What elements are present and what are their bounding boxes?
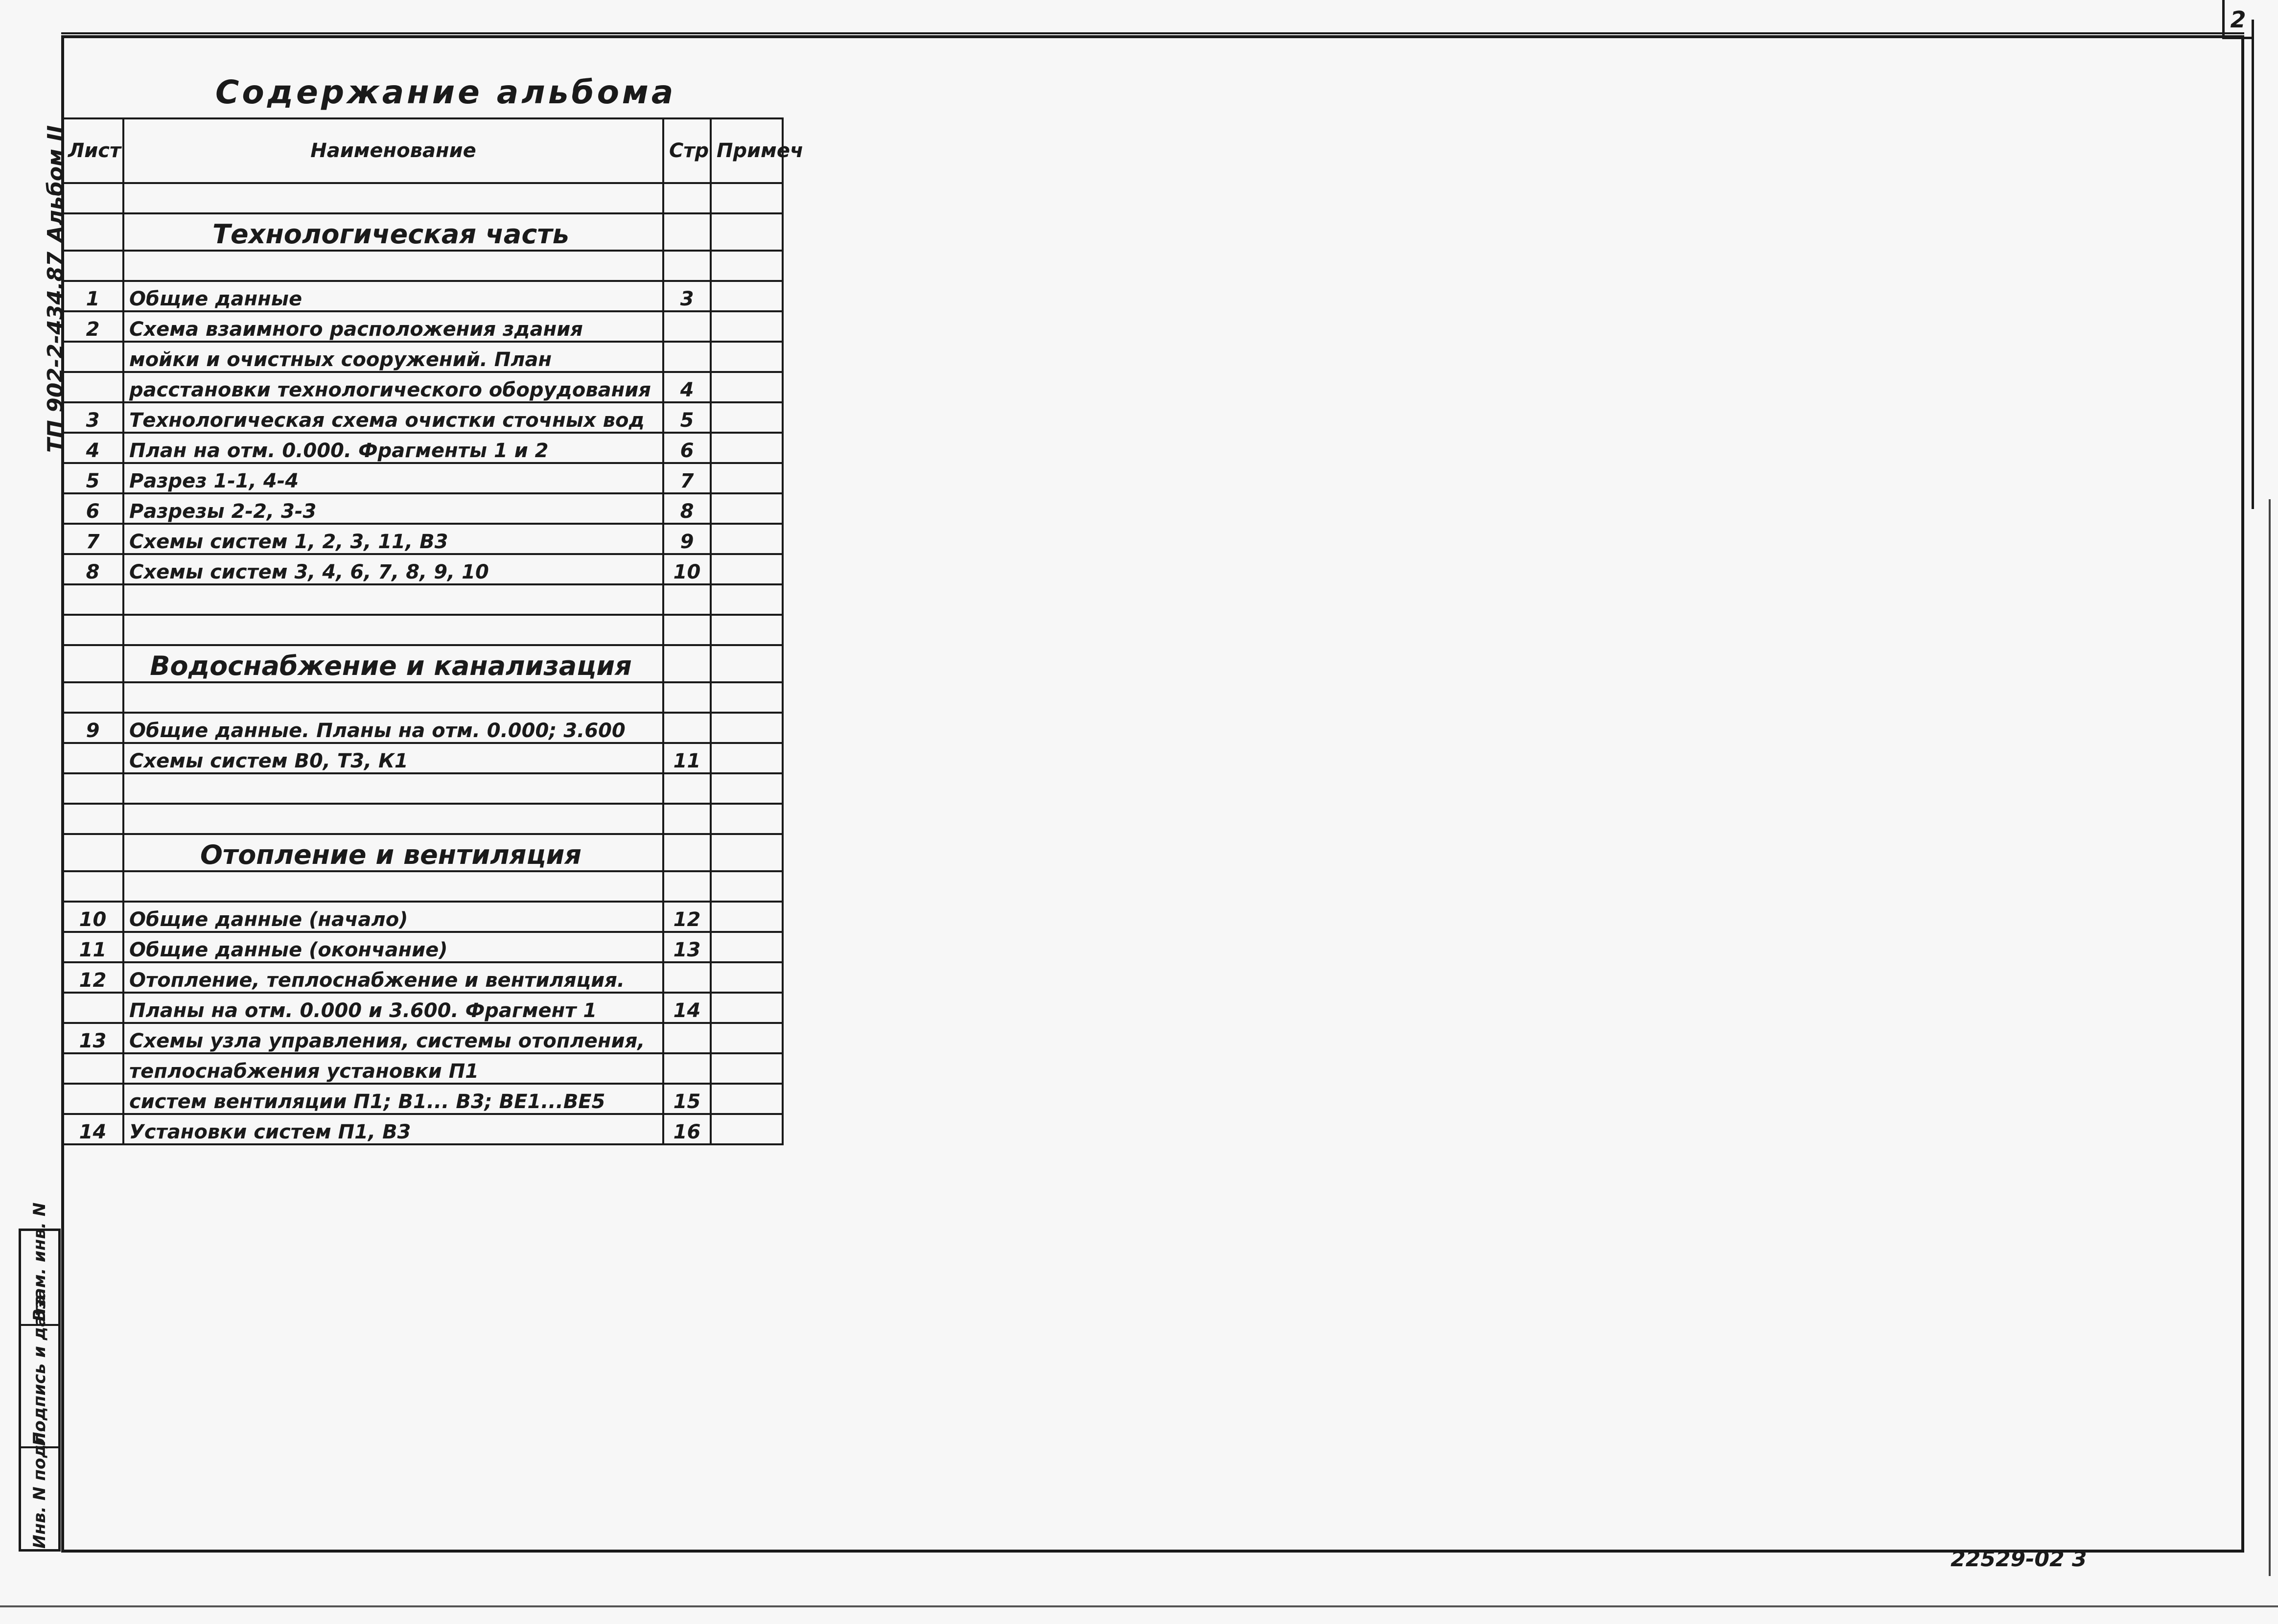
name-cell bbox=[123, 773, 663, 804]
note-cell bbox=[711, 1023, 783, 1053]
table-row bbox=[62, 372, 783, 402]
page-cell bbox=[663, 584, 711, 615]
section-row bbox=[62, 645, 783, 682]
sheet-cell bbox=[62, 834, 123, 871]
table-row bbox=[62, 1023, 783, 1053]
table-row bbox=[62, 713, 783, 743]
header-sheet: Лист bbox=[62, 118, 123, 183]
page-cell bbox=[663, 804, 711, 834]
note-cell bbox=[711, 281, 783, 311]
sheet-cell bbox=[62, 1053, 123, 1084]
table-row bbox=[62, 433, 783, 463]
note-cell bbox=[711, 682, 783, 713]
side-stamp bbox=[28, 120, 68, 463]
name-cell: Схемы систем 3, 4, 6, 7, 8, 9, 10 bbox=[123, 554, 663, 584]
sheet-cell bbox=[62, 743, 123, 773]
table-row bbox=[62, 493, 783, 524]
sheet-cell bbox=[62, 682, 123, 713]
table-row bbox=[62, 932, 783, 962]
note-cell bbox=[711, 342, 783, 372]
sheet-cell: 10 bbox=[62, 902, 123, 932]
note-cell bbox=[711, 554, 783, 584]
right-edge-line bbox=[2252, 20, 2254, 509]
note-cell bbox=[711, 932, 783, 962]
replaced-inv-label: Взам. инв. N bbox=[30, 1202, 49, 1322]
page-cell bbox=[663, 645, 711, 682]
contents-table bbox=[61, 117, 804, 1145]
name-cell: теплоснабжения установки П1 bbox=[123, 1053, 663, 1084]
table-body bbox=[62, 183, 783, 1144]
name-cell: систем вентиляции П1; В1... В3; ВЕ1...ВЕ5 bbox=[123, 1084, 663, 1114]
page-cell bbox=[663, 713, 711, 743]
name-cell: Планы на отм. 0.000 и 3.600. Фрагмент 1 bbox=[123, 993, 663, 1023]
name-cell: Схемы систем 1, 2, 3, 11, В3 bbox=[123, 524, 663, 554]
table-row bbox=[62, 1084, 783, 1114]
sheet-cell: 7 bbox=[62, 524, 123, 554]
sheet-cell: 5 bbox=[62, 463, 123, 493]
table-row bbox=[62, 902, 783, 932]
sheet-cell bbox=[62, 342, 123, 372]
table-row bbox=[62, 311, 783, 342]
name-cell: Общие данные. Планы на отм. 0.000; 3.600 bbox=[123, 713, 663, 743]
page-cell bbox=[663, 834, 711, 871]
table-row bbox=[62, 871, 783, 902]
name-cell: Водоснабжение и канализация bbox=[123, 645, 663, 682]
name-cell: Схемы узла управления, системы отопления, bbox=[123, 1023, 663, 1053]
sheet-cell bbox=[62, 183, 123, 213]
name-cell: Разрез 1-1, 4-4 bbox=[123, 463, 663, 493]
page-title: Содержание альбома bbox=[215, 73, 676, 111]
project-code: ТП 902-2-434.87 bbox=[43, 252, 68, 453]
name-cell: мойки и очистных сооружений. План bbox=[123, 342, 663, 372]
sheet-cell bbox=[62, 1084, 123, 1114]
sheet-cell bbox=[62, 213, 123, 251]
sheet-cell: 2 bbox=[62, 311, 123, 342]
page-cell bbox=[663, 773, 711, 804]
sheet-cell bbox=[62, 645, 123, 682]
table-row bbox=[62, 584, 783, 615]
page-cell: 5 bbox=[663, 402, 711, 433]
note-cell bbox=[711, 433, 783, 463]
name-cell bbox=[123, 871, 663, 902]
table-row bbox=[62, 743, 783, 773]
name-cell bbox=[123, 682, 663, 713]
table-row bbox=[62, 804, 783, 834]
table-row bbox=[62, 554, 783, 584]
note-cell bbox=[711, 402, 783, 433]
header-page: Стр bbox=[663, 118, 711, 183]
table-row bbox=[62, 615, 783, 645]
section-row bbox=[62, 834, 783, 871]
name-cell: Общие данные (начало) bbox=[123, 902, 663, 932]
table-row bbox=[62, 524, 783, 554]
name-cell: расстановки технологического оборудования bbox=[123, 372, 663, 402]
note-cell bbox=[711, 584, 783, 615]
name-cell bbox=[123, 584, 663, 615]
table-row bbox=[62, 463, 783, 493]
page-cell: 8 bbox=[663, 493, 711, 524]
note-cell bbox=[711, 743, 783, 773]
name-cell bbox=[123, 183, 663, 213]
sheet-cell: 9 bbox=[62, 713, 123, 743]
page-cell: 14 bbox=[663, 993, 711, 1023]
name-cell: Общие данные bbox=[123, 281, 663, 311]
note-cell bbox=[711, 1053, 783, 1084]
page-cell: 15 bbox=[663, 1084, 711, 1114]
name-cell: Технологическая часть bbox=[123, 213, 663, 251]
sheet-cell bbox=[62, 615, 123, 645]
name-cell: Технологическая схема очистки сточных вод bbox=[123, 402, 663, 433]
name-cell: План на отм. 0.000. Фрагменты 1 и 2 bbox=[123, 433, 663, 463]
note-cell bbox=[711, 1084, 783, 1114]
page-cell bbox=[663, 1023, 711, 1053]
page-cell bbox=[663, 615, 711, 645]
name-cell: Схема взаимного расположения здания bbox=[123, 311, 663, 342]
table-row bbox=[62, 773, 783, 804]
page-cell: 16 bbox=[663, 1114, 711, 1144]
page-cell bbox=[663, 183, 711, 213]
page-cell: 10 bbox=[663, 554, 711, 584]
note-cell bbox=[711, 463, 783, 493]
note-cell bbox=[711, 1114, 783, 1144]
note-cell bbox=[711, 993, 783, 1023]
section-row bbox=[62, 213, 783, 251]
sheet-cell: 3 bbox=[62, 402, 123, 433]
page-cell bbox=[663, 251, 711, 281]
sheet-cell: 11 bbox=[62, 932, 123, 962]
page-cell: 9 bbox=[663, 524, 711, 554]
table-row bbox=[62, 1114, 783, 1144]
sheet-top-line bbox=[61, 32, 2244, 34]
page-cell bbox=[663, 871, 711, 902]
page-cell: 7 bbox=[663, 463, 711, 493]
note-cell bbox=[711, 871, 783, 902]
sheet-cell: 8 bbox=[62, 554, 123, 584]
sheet-cell bbox=[62, 773, 123, 804]
page-cell bbox=[663, 311, 711, 342]
page-cell bbox=[663, 213, 711, 251]
name-cell bbox=[123, 251, 663, 281]
page-cell: 6 bbox=[663, 433, 711, 463]
note-cell bbox=[711, 962, 783, 993]
table-row bbox=[62, 1053, 783, 1084]
sheet-cell bbox=[62, 871, 123, 902]
sheet-cell: 13 bbox=[62, 1023, 123, 1053]
page-cell bbox=[663, 962, 711, 993]
approval-stamp bbox=[19, 1202, 61, 1552]
sheet-cell bbox=[62, 584, 123, 615]
page-cell: 12 bbox=[663, 902, 711, 932]
note-cell bbox=[711, 615, 783, 645]
header-name: Наименование bbox=[123, 118, 663, 183]
name-cell: Отопление, теплоснабжение и вентиляция. bbox=[123, 962, 663, 993]
page-cell: 4 bbox=[663, 372, 711, 402]
note-cell bbox=[711, 834, 783, 871]
bottom-edge-line bbox=[0, 1605, 2278, 1607]
sheet-cell bbox=[62, 251, 123, 281]
page-cell bbox=[663, 1053, 711, 1084]
page-cell bbox=[663, 342, 711, 372]
sheet-cell: 14 bbox=[62, 1114, 123, 1144]
signature-date-label: Подпись и дата bbox=[30, 1295, 49, 1446]
inv-original-label: Инв. N подл. bbox=[30, 1426, 49, 1549]
name-cell bbox=[123, 615, 663, 645]
name-cell bbox=[123, 804, 663, 834]
table-row bbox=[62, 251, 783, 281]
note-cell bbox=[711, 311, 783, 342]
note-cell bbox=[711, 372, 783, 402]
note-cell bbox=[711, 493, 783, 524]
page-cell bbox=[663, 682, 711, 713]
sheet-cell bbox=[62, 993, 123, 1023]
name-cell: Установки систем П1, В3 bbox=[123, 1114, 663, 1144]
note-cell bbox=[711, 773, 783, 804]
table-row bbox=[62, 993, 783, 1023]
sheet-cell: 4 bbox=[62, 433, 123, 463]
name-cell: Общие данные (окончание) bbox=[123, 932, 663, 962]
sheet-cell: 12 bbox=[62, 962, 123, 993]
table-row bbox=[62, 402, 783, 433]
page-cell: 3 bbox=[663, 281, 711, 311]
note-cell bbox=[711, 645, 783, 682]
table-row bbox=[62, 281, 783, 311]
sheet-cell bbox=[62, 804, 123, 834]
page-cell: 11 bbox=[663, 743, 711, 773]
stamp-cell-original bbox=[21, 1426, 58, 1551]
page-cell: 13 bbox=[663, 932, 711, 962]
sheet-cell: 6 bbox=[62, 493, 123, 524]
name-cell: Отопление и вентиляция bbox=[123, 834, 663, 871]
table-row bbox=[62, 682, 783, 713]
note-cell bbox=[711, 183, 783, 213]
document-code: 22529-02 3 bbox=[1951, 1547, 2087, 1572]
table-row bbox=[62, 183, 783, 213]
album-label: Альбом II bbox=[43, 125, 68, 242]
note-cell bbox=[711, 213, 783, 251]
note-cell bbox=[711, 804, 783, 834]
table-row bbox=[62, 962, 783, 993]
note-cell bbox=[711, 251, 783, 281]
name-cell: Схемы систем В0, Т3, К1 bbox=[123, 743, 663, 773]
right-edge-line-outer bbox=[2269, 499, 2271, 1576]
name-cell: Разрезы 2-2, 3-3 bbox=[123, 493, 663, 524]
header-note: Примеч bbox=[711, 118, 783, 183]
page-number: 2 bbox=[2222, 0, 2252, 39]
note-cell bbox=[711, 902, 783, 932]
table-row bbox=[62, 342, 783, 372]
table-header-row bbox=[62, 118, 783, 183]
sheet-cell bbox=[62, 372, 123, 402]
note-cell bbox=[711, 713, 783, 743]
note-cell bbox=[711, 524, 783, 554]
sheet-cell: 1 bbox=[62, 281, 123, 311]
